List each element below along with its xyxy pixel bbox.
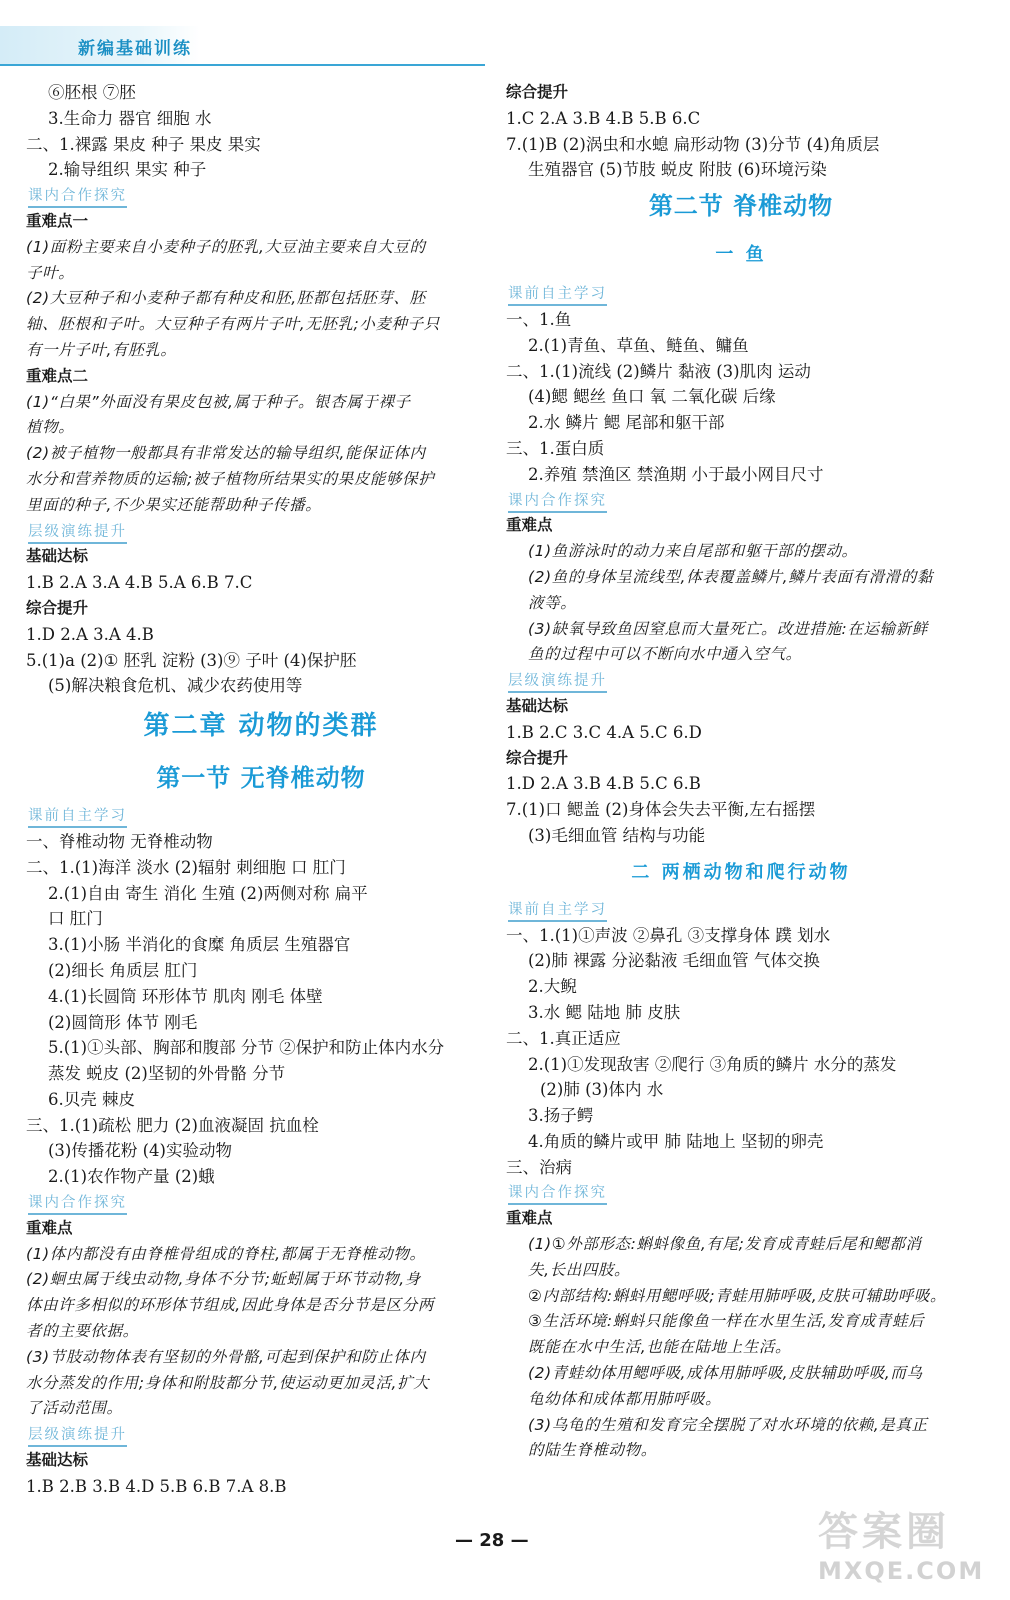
- subheading: 基础达标: [506, 696, 569, 715]
- answer-line: (2)肺 (3)体内 水: [540, 1080, 664, 1100]
- section-tag-row: [26, 183, 496, 209]
- watermark-url: MXQE.COM: [818, 1557, 985, 1585]
- right-column: [506, 80, 976, 1464]
- section-tag: 层级演练提升: [28, 522, 127, 544]
- answer-line: 3.水 鳃 陆地 肺 皮肤: [528, 1002, 681, 1022]
- answer-line: 3.扬子鳄: [528, 1106, 594, 1126]
- answer-line: 2.输导组织 果实 种子: [48, 160, 207, 180]
- answer-line: (2)圆筒形 体节 刚毛: [48, 1012, 198, 1032]
- answer-line: 4.角质的鳞片或甲 肺 陆地上 坚韧的卵壳: [528, 1131, 824, 1151]
- answer-line: 口 肛门: [48, 909, 103, 929]
- answer-line: 2.养殖 禁渔区 禁渔期 小于最小网目尺寸: [528, 464, 824, 484]
- explanation-line: (3)缺氧导致鱼因窒息而大量死亡。改进措施:在运输新鲜: [528, 619, 928, 638]
- section-title: 第二节 脊椎动物: [648, 192, 834, 221]
- explanation-line: 液等。: [528, 593, 577, 612]
- watermark-logo: 答案圈: [818, 1509, 950, 1555]
- left-column: [26, 80, 496, 1500]
- answer-line: 一、脊椎动物 无脊椎动物: [26, 831, 213, 851]
- answer-line: 二、1.(1)流线 (2)鳞片 黏液 (3)肌肉 运动: [506, 361, 811, 381]
- explanation-line: (2)青蛙幼体用鳃呼吸,成体用肺呼吸,皮肤辅助呼吸,而乌: [528, 1364, 923, 1383]
- explanation-line: (3)节肢动物体表有坚韧的外骨骼,可起到保护和防止体内: [26, 1347, 426, 1366]
- answer-line: 2.大鲵: [528, 977, 577, 997]
- explanation-line: (3)乌龟的生殖和发育完全摆脱了对水环境的依赖,是真正: [528, 1415, 928, 1434]
- explanation-line: ②内部结构:蝌蚪用鳃呼吸;青蛙用肺呼吸,皮肤可辅助呼吸。: [528, 1286, 947, 1305]
- answer-line: 二、1.(1)海洋 淡水 (2)辐射 刺细胞 口 肛门: [26, 857, 346, 877]
- subheading: 综合提升: [506, 748, 569, 767]
- subheading: 基础达标: [26, 1451, 89, 1470]
- subheading: 重难点: [506, 1209, 553, 1228]
- answer-line: 一、1.鱼: [506, 309, 572, 329]
- explanation-line: 既能在水中生活,也能在陆地上生活。: [528, 1338, 792, 1357]
- section-tag: 课内合作探究: [28, 1193, 127, 1215]
- answer-line: 5.(1)①头部、胸部和腹部 分节 ②保护和防止体内水分: [48, 1038, 445, 1058]
- answer-line: 二、1.裸露 果皮 种子 果皮 果实: [26, 134, 261, 154]
- header-rule: [0, 64, 485, 66]
- section-tag-row: [506, 281, 976, 307]
- explanation-line: 植物。: [26, 418, 75, 437]
- answer-line: 2.(1)①发现敌害 ②爬行 ③角质的鳞片 水分的蒸发: [528, 1054, 897, 1074]
- explanation-line: 者的主要依据。: [26, 1322, 139, 1341]
- answer-line: 三、治病: [506, 1157, 572, 1177]
- answer-line: (2)细长 角质层 肛门: [48, 960, 198, 980]
- explanation-line: (1)体内都没有由脊椎骨组成的脊柱,都属于无脊椎动物。: [26, 1244, 426, 1263]
- answer-line: 1.B 2.A 3.A 4.B 5.A 6.B 7.C: [26, 573, 253, 593]
- section-tag: 课内合作探究: [28, 186, 127, 208]
- watermark: [818, 1500, 984, 1585]
- section-tag: 层级演练提升: [508, 671, 607, 693]
- section-tag-row: [506, 668, 976, 694]
- section-tag: 课前自主学习: [508, 284, 607, 306]
- subsection-title: 二 两栖动物和爬行动物: [631, 861, 851, 883]
- answer-line: ⑥胚根 ⑦胚: [48, 83, 136, 102]
- answer-line: 2.(1)自由 寄生 消化 生殖 (2)两侧对称 扁平: [48, 883, 368, 903]
- subheading: 基础达标: [26, 547, 89, 566]
- answer-line: 生殖器官 (5)节肢 蜕皮 附肢 (6)环境污染: [528, 160, 827, 180]
- section-tag: 课内合作探究: [508, 491, 607, 513]
- answer-line: 1.B 2.C 3.C 4.A 5.C 6.D: [506, 722, 702, 742]
- explanation-line: (2)被子植物一般都具有非常发达的输导组织,能保证体内: [26, 444, 426, 463]
- answer-line: 4.(1)长圆筒 环形体节 肌肉 刚毛 体壁: [48, 986, 323, 1006]
- answer-line: 三、1.蛋白质: [506, 438, 605, 458]
- subheading: 重难点二: [26, 366, 89, 385]
- answer-line: (3)传播花粉 (4)实验动物: [48, 1141, 232, 1161]
- section-tag-row: [26, 803, 496, 829]
- answer-line: 二、1.真正适应: [506, 1028, 621, 1048]
- answer-line: 3.(1)小肠 半消化的食糜 角质层 生殖器官: [48, 935, 351, 955]
- answer-line: 1.B 2.B 3.B 4.D 5.B 6.B 7.A 8.B: [26, 1476, 287, 1496]
- answer-line: 1.D 2.A 3.B 4.B 5.C 6.B: [506, 774, 701, 794]
- explanation-line: (1)鱼游泳时的动力来自尾部和躯干部的摆动。: [528, 542, 858, 561]
- explanation-line: ③生活环境:蝌蚪只能像鱼一样在水里生活,发育成青蛙后: [528, 1312, 925, 1331]
- explanation-line: (2)大豆种子和小麦种子都有种皮和胚,胚都包括胚芽、胚: [26, 289, 426, 308]
- chapter-title: 第二章 动物的类群: [143, 711, 379, 742]
- answer-line: (5)解决粮食危机、减少农药使用等: [48, 676, 303, 696]
- section-tag: 课内合作探究: [508, 1183, 607, 1205]
- section-tag: 层级演练提升: [28, 1425, 127, 1447]
- answer-line: 一、1.(1)①声波 ②鼻孔 ③支撑身体 蹼 划水: [506, 925, 831, 945]
- section-tag: 课前自主学习: [28, 806, 127, 828]
- answer-line: 2.水 鳞片 鳃 尾部和躯干部: [528, 413, 725, 433]
- subheading: 综合提升: [506, 83, 569, 101]
- explanation-line: 鱼的过程中可以不断向水中通入空气。: [528, 645, 802, 664]
- explanation-line: (1)①外部形态:蝌蚪像鱼,有尾;发育成青蛙后尾和鳃都消: [528, 1235, 922, 1254]
- explanation-line: 的陆生脊椎动物。: [528, 1441, 657, 1460]
- explanation-line: 有一片子叶,有胚乳。: [26, 340, 177, 359]
- subheading: 综合提升: [26, 598, 89, 617]
- answer-line: 三、1.(1)疏松 肥力 (2)血液凝固 抗血栓: [26, 1115, 319, 1135]
- explanation-line: (2)蛔虫属于线虫动物,身体不分节;蚯蚓属于环节动物,身: [26, 1270, 421, 1289]
- answer-line: (4)鳃 鳃丝 鱼口 氧 二氧化碳 后缘: [528, 387, 776, 407]
- explanation-line: 龟幼体和成体都用肺呼吸。: [528, 1389, 722, 1408]
- explanation-line: 水分和营养物质的运输;被子植物所结果实的果皮能够保护: [26, 469, 435, 488]
- section-tag-row: [26, 1422, 496, 1448]
- subsection-title: 一 鱼: [715, 244, 767, 266]
- section-tag-row: [26, 519, 496, 545]
- explanation-line: 了活动范围。: [26, 1399, 123, 1418]
- answer-line: (3)毛细血管 结构与功能: [528, 825, 706, 845]
- explanation-line: 体由许多相似的环形体节组成,因此身体是否分节是区分两: [26, 1296, 435, 1315]
- answer-line: 2.(1)青鱼、草鱼、鲢鱼、鳙鱼: [528, 335, 749, 355]
- explanation-line: (2)鱼的身体呈流线型,体表覆盖鳞片,鳞片表面有滑滑的黏: [528, 567, 934, 586]
- page-number: — 28 —: [455, 1530, 529, 1551]
- explanation-line: (1)“白果”外面没有果皮包被,属于种子。银杏属于裸子: [26, 392, 411, 411]
- answer-line: 1.C 2.A 3.B 4.B 5.B 6.C: [506, 108, 701, 128]
- explanation-line: 水分蒸发的作用;身体和附肢都分节,使运动更加灵活,扩大: [26, 1373, 430, 1392]
- answer-line: 3.生命力 器官 细胞 水: [48, 108, 212, 128]
- answer-line: 2.(1)农作物产量 (2)蛾: [48, 1167, 215, 1187]
- subheading: 重难点: [26, 1218, 73, 1237]
- answer-line: 5.(1)a (2)① 胚乳 淀粉 (3)⑨ 子叶 (4)保护胚: [26, 650, 357, 670]
- explanation-line: (1)面粉主要来自小麦种子的胚乳,大豆油主要来自大豆的: [26, 237, 426, 256]
- explanation-line: 子叶。: [26, 263, 75, 282]
- section-tag-row: [26, 1190, 496, 1216]
- answer-line: 1.D 2.A 3.A 4.B: [26, 624, 154, 644]
- header-title: 新编基础训练: [78, 39, 192, 59]
- section-tag-row: [506, 488, 976, 514]
- section-tag: 课前自主学习: [508, 900, 607, 922]
- subheading: 重难点一: [26, 211, 89, 230]
- answer-line: 7.(1)口 鳃盖 (2)身体会失去平衡,左右摇摆: [506, 800, 816, 820]
- section-title: 第一节 无脊椎动物: [156, 764, 366, 793]
- answer-line: 7.(1)B (2)涡虫和水螅 扁形动物 (3)分节 (4)角质层: [506, 134, 880, 154]
- explanation-line: 失,长出四肢。: [528, 1260, 631, 1279]
- section-tag-row: [506, 1180, 976, 1206]
- section-tag-row: [506, 897, 976, 923]
- answer-line: 6.贝壳 棘皮: [48, 1089, 135, 1109]
- answer-line: (2)肺 裸露 分泌黏液 毛细血管 气体交换: [528, 951, 820, 971]
- answer-line: 蒸发 蜕皮 (2)坚韧的外骨骼 分节: [48, 1064, 286, 1084]
- explanation-line: 轴、胚根和子叶。大豆种子有两片子叶,无胚乳;小麦种子只: [26, 315, 440, 334]
- explanation-line: 里面的种子,不少果实还能帮助种子传播。: [26, 495, 322, 514]
- subheading: 重难点: [506, 516, 553, 535]
